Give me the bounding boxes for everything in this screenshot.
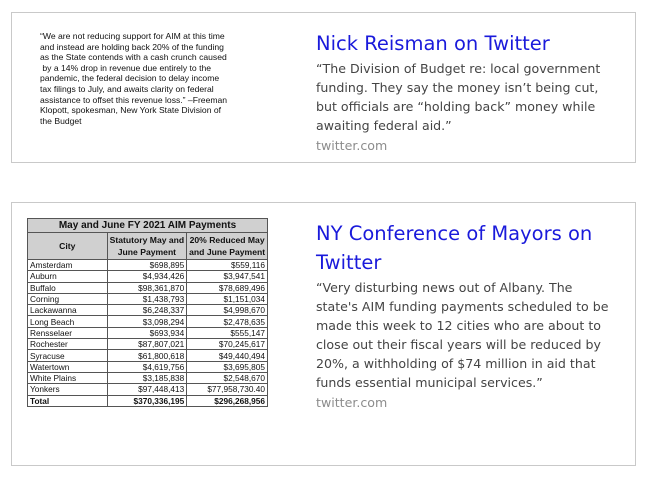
table-image <box>27 218 268 454</box>
table-cell: White Plains <box>28 372 108 383</box>
table-cell: $693,934 <box>107 327 187 338</box>
table-cell: $49,440,494 <box>187 350 268 361</box>
card-title-link[interactable]: Nick Reisman on Twitter <box>316 32 550 55</box>
table-cell: $98,361,870 <box>107 282 187 293</box>
table-cell: $97,448,413 <box>107 384 187 395</box>
quote-line: assistance to offset this revenue loss.” –Freeman <box>40 94 228 105</box>
table-cell: $2,548,670 <box>187 372 268 383</box>
quote-line: the Budget <box>40 115 82 126</box>
quote-line: by a 14% drop in revenue due entirely to the <box>40 62 212 73</box>
table-cell: Rensselaer <box>28 327 108 338</box>
table-cell: $2,478,635 <box>187 316 268 327</box>
table-cell: Syracuse <box>28 350 108 361</box>
table-row <box>28 305 268 316</box>
card-description: “Very disturbing news out of Albany. The state's AIM funding payments scheduled to be made this week to 12 cities who are about to close out their fiscal years will be reduced by 20%, a withholding of $74 million in aid that funds essential municipal services.” <box>316 280 609 390</box>
table-cell: Corning <box>28 293 108 304</box>
table-header: City <box>28 233 108 260</box>
table-cell: $698,895 <box>107 260 187 271</box>
table-cell: $4,934,426 <box>107 271 187 282</box>
table-cell: $78,689,496 <box>187 282 268 293</box>
card-domain: twitter.com <box>316 395 388 410</box>
table-title: May and June FY 2021 AIM Payments <box>28 219 268 233</box>
table-cell: $1,151,034 <box>187 293 268 304</box>
table-row <box>28 327 268 338</box>
quote-line: and instead are holding back 20% of the funding <box>40 41 224 52</box>
table-row <box>28 339 268 350</box>
table-cell: Amsterdam <box>28 260 108 271</box>
table-cell: $370,336,195 <box>107 395 187 406</box>
table-cell: $3,947,541 <box>187 271 268 282</box>
quote-line: “We are not reducing support for AIM at this time <box>40 31 225 41</box>
card-description: “The Division of Budget re: local government funding. They say the money isn’t being cut, but officials are “holding back” money while awaiting federal aid.” <box>316 61 601 133</box>
table-cell: $296,268,956 <box>187 395 268 406</box>
table-total-row <box>28 395 268 406</box>
table-header: Statutory May and June Payment <box>107 233 187 260</box>
table-cell: Yonkers <box>28 384 108 395</box>
table-cell: Auburn <box>28 271 108 282</box>
table-cell: $3,098,294 <box>107 316 187 327</box>
table-cell: $555,147 <box>187 327 268 338</box>
table-cell: $6,248,337 <box>107 305 187 316</box>
quote-line: tax filings to July, and awaits clarity on federal <box>40 83 214 94</box>
table-cell: $61,800,618 <box>107 350 187 361</box>
table-cell: $4,619,756 <box>107 361 187 372</box>
table-cell: $3,695,805 <box>187 361 268 372</box>
link-preview-card-1[interactable] <box>11 12 636 163</box>
table-row <box>28 361 268 372</box>
table-cell: $559,116 <box>187 260 268 271</box>
table-cell: Lackawanna <box>28 305 108 316</box>
table-row <box>28 372 268 383</box>
table-row <box>28 271 268 282</box>
table-row <box>28 350 268 361</box>
quote-line: pandemic, the federal decision to delay income <box>40 73 220 84</box>
table-row <box>28 293 268 304</box>
table-cell: $3,185,838 <box>107 372 187 383</box>
table-header: 20% Reduced May and June Payment <box>187 233 268 260</box>
quote-line: as the State contends with a cash crunch caused <box>40 52 227 63</box>
quote-line: Klopott, spokesman, New York State Division of <box>40 105 222 116</box>
table-cell: $4,998,670 <box>187 305 268 316</box>
card-text <box>316 29 615 155</box>
table-cell: Watertown <box>28 361 108 372</box>
table-cell: $70,245,617 <box>187 339 268 350</box>
table-cell: $1,438,793 <box>107 293 187 304</box>
card-text <box>316 219 615 412</box>
table-row <box>28 316 268 327</box>
table-cell: $77,958,730.40 <box>187 384 268 395</box>
table-row <box>28 260 268 271</box>
table-cell: Buffalo <box>28 282 108 293</box>
link-preview-card-2[interactable] <box>11 202 636 466</box>
table-cell: Long Beach <box>28 316 108 327</box>
card-title-link[interactable]: NY Conference of Mayors on Twitter <box>316 222 593 274</box>
table-row <box>28 282 268 293</box>
card-domain: twitter.com <box>316 138 388 153</box>
table-row <box>28 384 268 395</box>
table-cell: $87,807,021 <box>107 339 187 350</box>
aim-payments-table <box>27 218 268 407</box>
quote-image <box>40 31 270 151</box>
table-cell: Rochester <box>28 339 108 350</box>
table-cell: Total <box>28 395 108 406</box>
